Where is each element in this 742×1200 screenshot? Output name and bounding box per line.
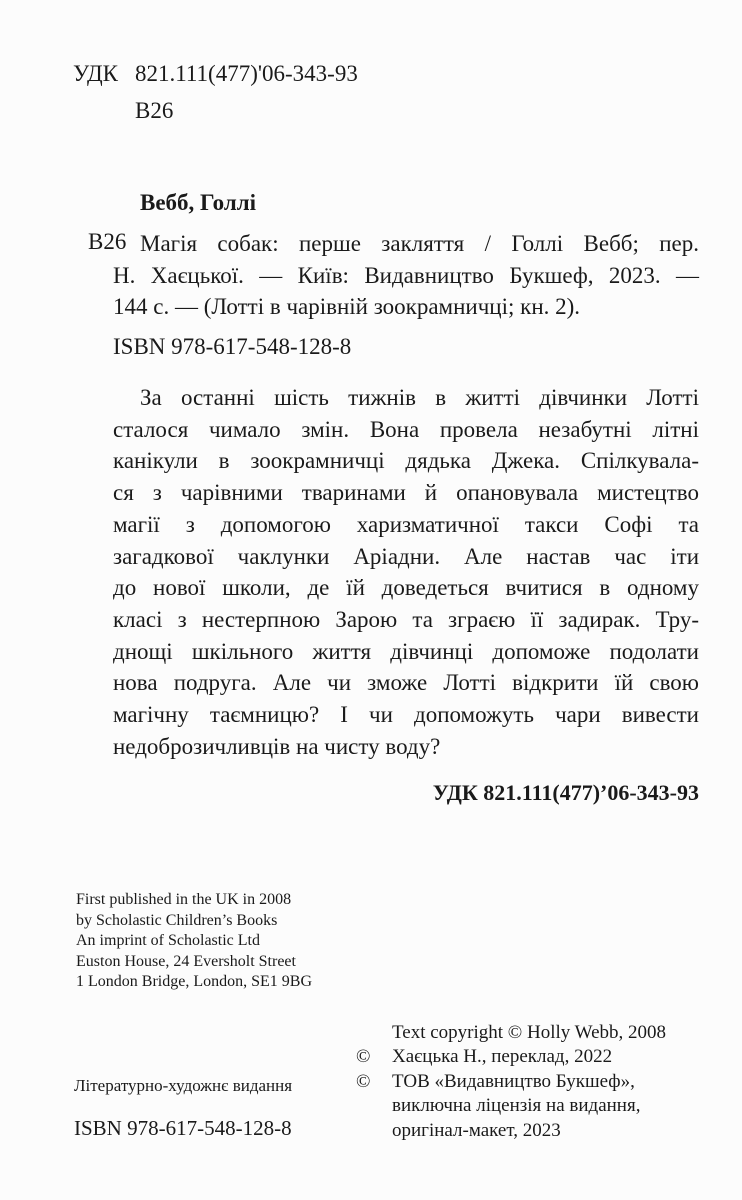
annotation-line: канікули в зоокрамничці дядька Джека. Спілкувала- <box>113 448 699 474</box>
edition-type-label: Літературно-художнє видання <box>74 1076 293 1095</box>
annotation-line: сталося чимало змін. Вона провела незабутні літні <box>113 416 699 442</box>
bbk-code: В26 <box>135 98 174 123</box>
catalog-entry-code: В26 <box>88 229 127 254</box>
copyright-block <box>356 1021 666 1143</box>
annotation-line: загадкової чаклунки Аріадни. Але настав час іти <box>113 543 699 569</box>
copyright-text: виключна ліцензія на видання, <box>392 1095 641 1117</box>
copyright-text: Хаєцька Н., переклад, 2022 <box>392 1046 613 1068</box>
isbn-top: ISBN 978-617-548-128-8 <box>113 334 352 359</box>
annotation-line: нова подруга. Але чи зможе Лотті відкрити їй свою <box>113 670 699 696</box>
imprint-line: First published in the UK in 2008 <box>76 891 292 908</box>
imprint-en <box>76 890 312 993</box>
udk-value: 821.111(477)'06-343-93 <box>135 61 358 86</box>
copyright-row <box>356 1021 666 1045</box>
bbk-row <box>73 92 358 129</box>
annotation-line: днощі шкільного життя дівчинці допоможе подолати <box>113 638 699 664</box>
copyright-row <box>356 1119 666 1143</box>
author-name: Вебб, Голлі <box>140 190 257 215</box>
copyright-symbol: © <box>356 1046 371 1068</box>
copyright-symbol <box>356 1119 392 1143</box>
udk-footer: УДК 821.111(477)’06-343-93 <box>432 780 699 805</box>
isbn-bottom: ISBN 978-617-548-128-8 <box>74 1116 292 1140</box>
catalog-entry-line: Н. Хаєцької. — Київ: Видавництво Букшеф, 2023. — <box>113 262 699 288</box>
annotation-line: недоброзичливців на чисту воду? <box>113 733 441 759</box>
udk-label: УДК <box>73 61 118 86</box>
copyright-symbol: © <box>356 1070 371 1092</box>
imprint-line: Euston House, 24 Eversholt Street <box>76 952 296 970</box>
udk-row <box>73 55 358 92</box>
copyright-text: Text copyright © Holly Webb, 2008 <box>392 1022 667 1043</box>
imprint-line: An imprint of Scholastic Ltd <box>76 932 260 950</box>
copyright-text: ТОВ «Видавництво Букшеф», <box>392 1070 635 1092</box>
annotation-line: класі з нестерпною Зарою та зграєю її задирак. Тру- <box>113 606 699 632</box>
copyright-row <box>356 1070 666 1094</box>
copyright-symbol <box>356 1021 392 1045</box>
imprint-line: 1 London Bridge, London, SE1 9BG <box>76 973 312 991</box>
annotation-line: За останні шість тижнів в житті дівчинки Лотті <box>140 385 699 410</box>
catalog-entry <box>113 228 699 323</box>
catalog-entry-line: 144 с. — (Лотті в чарівній зоокрамничці; кн. 2). <box>113 294 581 320</box>
copyright-text: оригінал-макет, 2023 <box>392 1119 561 1141</box>
annotation-line: магічну таємницю? І чи допоможуть чари вивести <box>113 702 699 728</box>
copyright-row <box>356 1045 666 1069</box>
udk-header <box>73 55 358 129</box>
copyright-symbol <box>356 1094 392 1118</box>
annotation-line: магії з допомогою харизматичної такси Софі та <box>113 511 699 537</box>
copyright-row <box>356 1094 666 1118</box>
annotation-line: до нової школи, де їй доведеться вчитися в одному <box>113 575 699 601</box>
imprint-line: by Scholastic Children’s Books <box>76 911 278 929</box>
catalog-entry-line: Магія собак: перше закляття / Голлі Вебб; пер. <box>140 231 699 256</box>
annotation-line: ся з чарівними тваринами й опановувала мистецтво <box>113 480 699 506</box>
annotation <box>113 382 699 762</box>
